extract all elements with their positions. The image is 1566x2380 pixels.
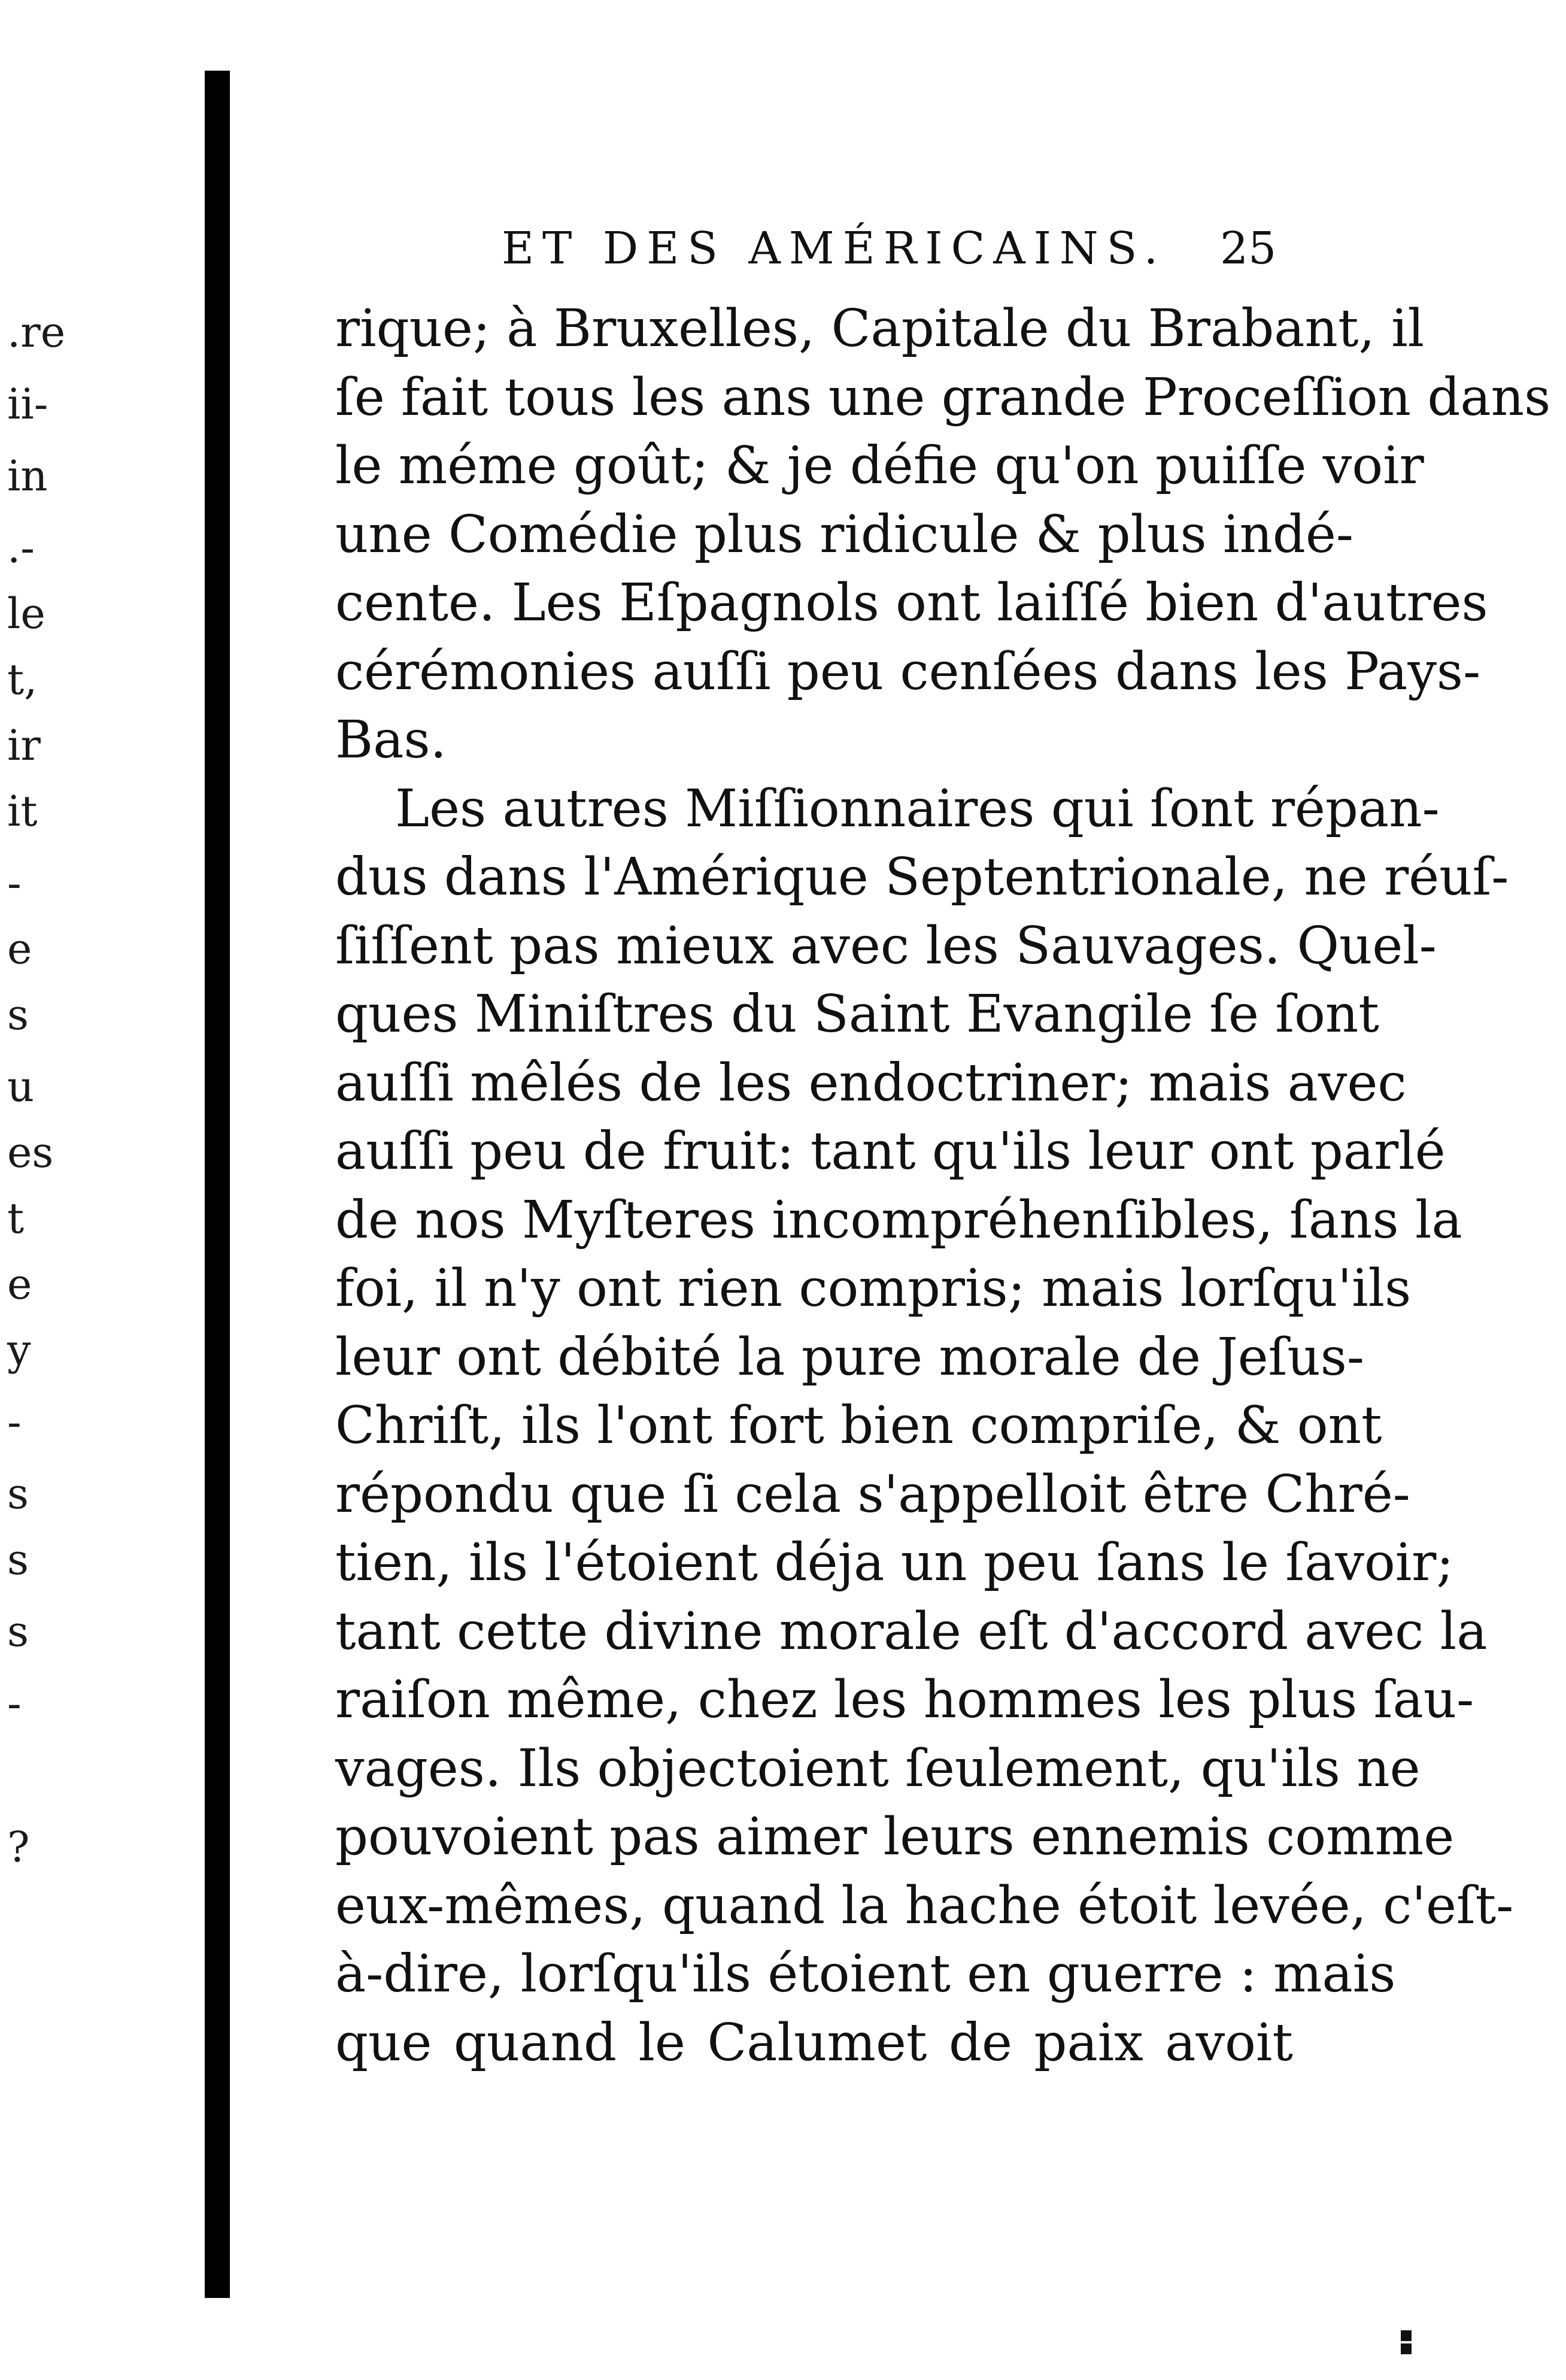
text-line: raiſon même, chez les hommes les plus ſau- [335,1670,1474,1730]
margin-fragment: .- [7,523,35,572]
text-line: répondu que ſi cela s'appelloit être Chré- [335,1464,1410,1524]
text-line: à-dire, lorſqu'ils étoient en guerre : mais [335,1944,1396,2004]
margin-fragment: it [7,787,38,836]
text-line: le méme goût; & je défie qu'on puiſſe voir [335,436,1424,496]
margin-fragment: y [7,1326,31,1375]
text-line: cérémonies auſſi peu cenſées dans les Pays- [335,641,1481,702]
margin-fragment: e [7,1260,32,1309]
margin-fragment: e [7,924,32,974]
margin-fragment: le [7,589,45,638]
margin-fragment: es [7,1128,54,1177]
text-line: Chriſt, ils l'ont fort bien compriſe, & ont [335,1396,1382,1456]
binding-gutter [205,71,230,2298]
running-head: ET DES AMÉRICAINS. [502,223,1167,274]
margin-fragment: - [7,1679,22,1728]
text-line: ſiſſent pas mieux avec les Sauvages. Quel- [335,915,1437,976]
text-line: foi, il n'y ont rien compris; mais lorſqu'ils [335,1259,1412,1318]
margin-fragment: in [7,451,48,501]
margin-fragment: s [7,1535,29,1584]
margin-fragment: s [7,1607,29,1656]
margin-fragment: ir [7,721,41,770]
margin-fragment: - [7,1397,22,1447]
text-line: auſſi peu de fruit: tant qu'ils leur ont parlé [335,1121,1446,1181]
text-line: de nos Myſteres incompréhenſibles, ſans la [335,1190,1462,1250]
text-line: eux-mêmes, quand la hache étoit levée, c'eſt- [335,1875,1514,1936]
text-line: Les autres Miſſionnaires qui ſont répan- [395,778,1440,839]
text-line: cente. Les Eſpagnols ont laiſſé bien d'autres [335,573,1488,633]
body-text [335,295,1551,2077]
text-line: auſſi mêlés de les endoctriner; mais avec [335,1053,1407,1113]
corner-ink-marks [1401,2330,1443,2341]
text-line: rique; à Bruxelles, Capitale du Brabant, il [335,299,1425,359]
text-line: ques Miniſtres du Saint Evangile ſe ſont [335,984,1379,1044]
left-page-edge-fragments [0,0,102,2380]
page-number: 25 [1220,223,1277,274]
margin-fragment: - [7,859,22,908]
text-line: pouvoient pas aimer leurs ennemis comme [335,1807,1455,1867]
margin-fragment: t, [7,655,38,704]
text-line: que quand le Calumet de paix avoit [335,2012,1293,2073]
margin-fragment: s [7,990,29,1039]
text-line: dus dans l'Amérique Septentrionale, ne réuſ- [335,847,1509,907]
text-line: Bas. [335,710,447,770]
text-line: tant cette divine morale eſt d'accord avec la [335,1601,1488,1662]
text-line: tien, ils l'étoient déja un peu ſans le ſavoir; [335,1533,1454,1593]
margin-fragment: .re [7,308,66,357]
text-line: vages. Ils objectoient ſeulement, qu'ils ne [335,1738,1421,1799]
margin-fragment: s [7,1469,29,1518]
text-line: une Comédie plus ridicule & plus indé- [335,504,1353,565]
margin-fragment: t [7,1194,25,1243]
text-line: ſe fait tous les ans une grande Proceſſion dans [335,367,1551,428]
margin-fragment: u [7,1062,35,1111]
margin-fragment: ? [7,1823,30,1872]
text-line: leur ont débité la pure morale de Jeſus- [335,1327,1364,1387]
margin-fragment: ii- [7,380,48,429]
